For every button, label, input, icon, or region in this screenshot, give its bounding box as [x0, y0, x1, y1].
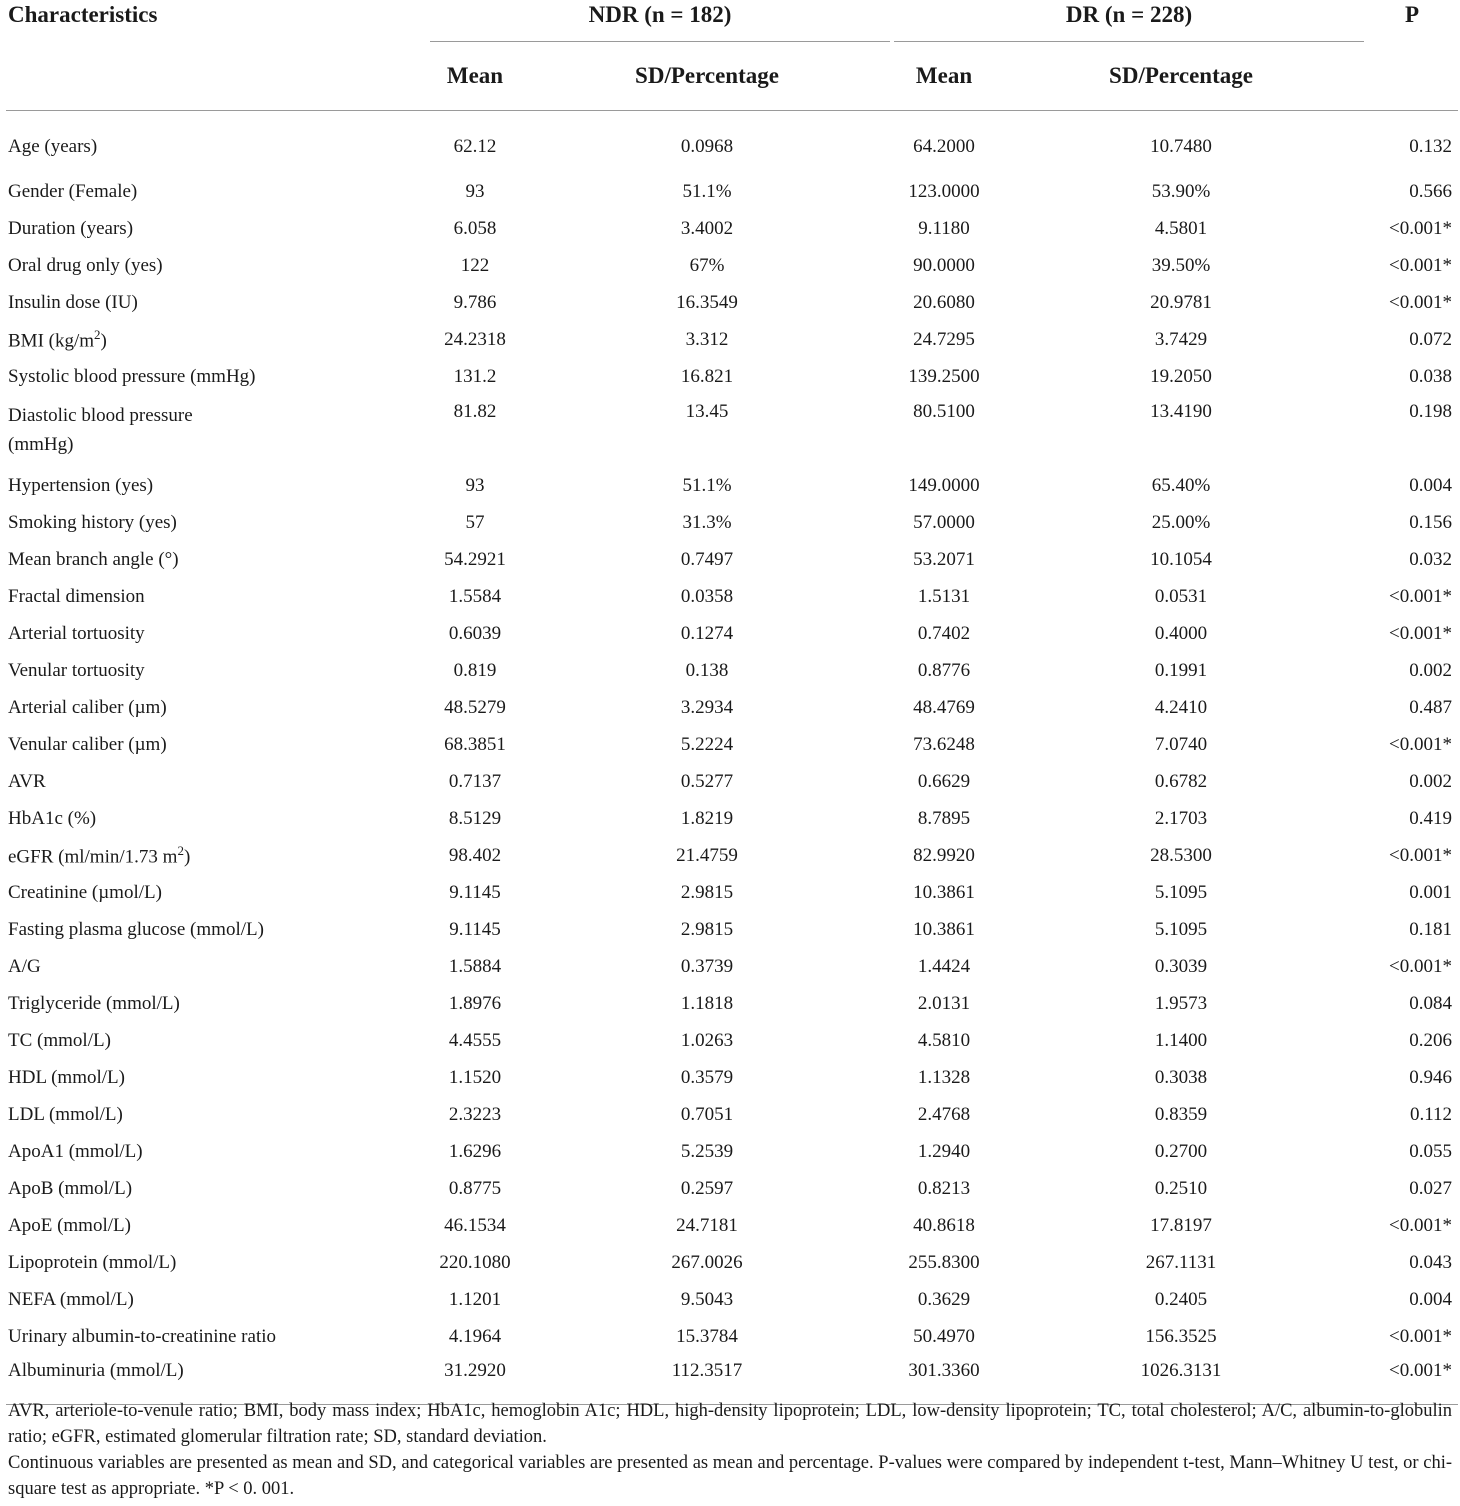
- ndr-mean-cell: 0.8775: [448, 1177, 502, 1199]
- dr-sd-cell: 0.3039: [1154, 955, 1208, 977]
- dr-mean-cell: 1.2940: [917, 1140, 971, 1162]
- row-label-text: AVR: [8, 770, 46, 792]
- ndr-sd-cell: 0.138: [685, 659, 729, 681]
- row-label-text: Mean branch angle (°): [8, 548, 179, 570]
- p-value-cell: <0.001*: [1389, 622, 1453, 644]
- dr-mean-cell: 139.2500: [908, 365, 980, 387]
- dr-mean-cell: 301.3360: [892, 1355, 996, 1405]
- row-label-text: HbA1c (%): [8, 807, 97, 829]
- row-label: [6, 1059, 428, 1096]
- ndr-sd-cell: 0.7497: [680, 548, 734, 570]
- row-label: [6, 467, 428, 504]
- ndr-sd-cell: 3.4002: [680, 217, 734, 239]
- p-value-cell: <0.001*: [1389, 585, 1453, 607]
- dr-mean-cell: 57.0000: [913, 511, 975, 533]
- p-value-cell: 0.566: [1409, 180, 1453, 202]
- header-blank-p: [1366, 42, 1458, 111]
- p-value-cell: 0.946: [1409, 1066, 1453, 1088]
- dr-mean-cell: 2.0131: [917, 992, 971, 1014]
- row-label: [6, 1281, 428, 1318]
- dr-mean-cell: 0.6629: [917, 770, 971, 792]
- row-label-text: Arterial tortuosity: [8, 622, 145, 644]
- ndr-sd-cell: 1.0263: [680, 1029, 734, 1051]
- ndr-mean-cell: 4.1964: [448, 1325, 502, 1347]
- p-value-cell: 0.055: [1409, 1140, 1453, 1162]
- row-label: [6, 911, 428, 948]
- row-label: [6, 1244, 428, 1281]
- row-label-text: Oral drug only (yes): [8, 254, 163, 276]
- ndr-mean-cell: 9.786: [453, 291, 497, 313]
- p-value-cell: 0.004: [1409, 1288, 1453, 1310]
- row-label-text: A/G: [8, 955, 41, 977]
- ndr-sd-cell: 16.3549: [676, 291, 738, 313]
- dr-sd-cell: 13.4190: [1150, 401, 1212, 422]
- ndr-mean-cell: 122: [460, 254, 490, 276]
- table-row: [6, 911, 1458, 948]
- dr-sd-cell: 2.1703: [1154, 807, 1208, 829]
- dr-mean-cell: 1.4424: [917, 955, 971, 977]
- row-label: [6, 1170, 428, 1207]
- ndr-mean-cell: 0.7137: [448, 770, 502, 792]
- p-value-cell: 0.038: [1409, 365, 1453, 387]
- ndr-mean-cell: 46.1534: [444, 1214, 506, 1236]
- ndr-sd-cell: 51.1%: [682, 180, 732, 202]
- table-row: [6, 467, 1458, 504]
- dr-sd-cell: 25.00%: [1151, 511, 1211, 533]
- ndr-sd-cell: 0.0968: [680, 136, 734, 157]
- ndr-sd-cell: 0.5277: [680, 770, 734, 792]
- dr-sd-cell: 0.6782: [1154, 770, 1208, 792]
- table-row: [6, 874, 1458, 911]
- header-group-ndr-label: NDR (n = 182): [588, 2, 732, 27]
- row-label: [6, 1207, 428, 1244]
- table-row: [6, 321, 1458, 358]
- table-row: [6, 1281, 1458, 1318]
- row-label: [6, 689, 428, 726]
- row-label-text: Smoking history (yes): [8, 511, 177, 533]
- row-label: [6, 504, 428, 541]
- dr-mean-cell: 64.2000: [913, 136, 975, 157]
- dr-mean-cell: 255.8300: [908, 1251, 980, 1273]
- row-label: [6, 763, 428, 800]
- ndr-mean-cell: 6.058: [453, 217, 497, 239]
- ndr-mean-cell: 62.12: [453, 136, 497, 157]
- table-row: [6, 578, 1458, 615]
- p-value-cell: <0.001*: [1389, 1214, 1453, 1236]
- footnote-abbreviations: AVR, arteriole-to-venule ratio; BMI, body mass index; HbA1c, hemoglobin A1c; HDL, high-density lipoprotein; LDL, low-density lipoprotein; TC, total cholesterol; A/C, albumin-to-globulin ratio; eGFR, estimated glomerular filtration rate; SD, standard deviation.: [8, 1401, 1452, 1447]
- dr-sd-cell: 0.2510: [1154, 1177, 1208, 1199]
- dr-mean-cell: 24.7295: [913, 328, 975, 350]
- dr-sd-cell: 53.90%: [1151, 180, 1211, 202]
- row-label-text: ApoE (mmol/L): [8, 1214, 131, 1236]
- ndr-sd-cell: 5.2224: [680, 733, 734, 755]
- row-label: [6, 948, 428, 985]
- ndr-sd-cell: 0.3579: [680, 1066, 734, 1088]
- row-label-text: Gender (Female): [8, 180, 138, 202]
- footnote-methods: Continuous variables are presented as mean and SD, and categorical variables are presented as mean and percentage. P-values were compared by independent t-test, Mann–Whitney U test, or chi-square test as appropriate. *P < 0. 001.: [8, 1453, 1452, 1499]
- dr-mean-cell: 10.3861: [913, 881, 975, 903]
- ndr-mean-cell: 57: [465, 511, 485, 533]
- dr-mean-cell: 82.9920: [913, 844, 975, 866]
- dr-sd-cell: 0.1991: [1154, 659, 1208, 681]
- row-label: [6, 541, 428, 578]
- ndr-sd-cell: 3.312: [685, 328, 729, 350]
- table-row: [6, 210, 1458, 247]
- row-label: [6, 800, 428, 837]
- ndr-sd-cell: 267.0026: [671, 1251, 743, 1273]
- ndr-mean-cell: 81.82: [453, 401, 497, 422]
- ndr-sd-cell: 3.2934: [680, 696, 734, 718]
- ndr-mean-cell: 68.3851: [444, 733, 506, 755]
- header-characteristics: Characteristics: [8, 2, 158, 27]
- row-label-text: TC (mmol/L): [8, 1029, 111, 1051]
- p-value-cell: 0.002: [1409, 770, 1453, 792]
- table-row: [6, 800, 1458, 837]
- dr-sd-cell: 0.4000: [1154, 622, 1208, 644]
- ndr-mean-cell: 8.5129: [448, 807, 502, 829]
- row-label-text: Venular tortuosity: [8, 659, 145, 681]
- ndr-sd-cell: 5.2539: [680, 1140, 734, 1162]
- p-value-cell: <0.001*: [1366, 1355, 1458, 1405]
- dr-sd-cell: 1.1400: [1154, 1029, 1208, 1051]
- row-label-end: ): [100, 330, 107, 352]
- dr-sd-cell: 0.2405: [1154, 1288, 1208, 1310]
- p-value-cell: <0.001*: [1389, 254, 1453, 276]
- dr-sd-cell: 0.0531: [1154, 585, 1208, 607]
- ndr-sd-cell: 21.4759: [676, 844, 738, 866]
- ndr-sd-cell: 2.9815: [680, 881, 734, 903]
- p-value-cell: <0.001*: [1389, 217, 1453, 239]
- ndr-mean-cell: 2.3223: [448, 1103, 502, 1125]
- ndr-sd-cell: 24.7181: [676, 1214, 738, 1236]
- dr-sd-cell: 10.1054: [1150, 548, 1212, 570]
- ndr-sd-cell: 31.3%: [682, 511, 732, 533]
- dr-sd-cell: 0.2700: [1154, 1140, 1208, 1162]
- ndr-sd-cell: 0.1274: [680, 622, 734, 644]
- ndr-mean-cell: 131.2: [453, 365, 497, 387]
- dr-sd-cell: 5.1095: [1154, 881, 1208, 903]
- ndr-sd-cell: 0.7051: [680, 1103, 734, 1125]
- row-label: [6, 395, 428, 467]
- table-row: [6, 395, 1458, 467]
- table-row: [6, 652, 1458, 689]
- dr-sd-cell: 4.2410: [1154, 696, 1208, 718]
- row-label: [6, 874, 428, 911]
- dr-mean-cell: 0.7402: [917, 622, 971, 644]
- ndr-mean-cell: 93: [465, 474, 485, 496]
- table-row: [6, 504, 1458, 541]
- dr-mean-cell: 90.0000: [913, 254, 975, 276]
- row-label: [6, 985, 428, 1022]
- table-row: [6, 1170, 1458, 1207]
- dr-mean-cell: 2.4768: [917, 1103, 971, 1125]
- row-label-text: ApoB (mmol/L): [8, 1177, 133, 1199]
- dr-mean-cell: 48.4769: [913, 696, 975, 718]
- table-row: [6, 615, 1458, 652]
- ndr-mean-cell: 93: [465, 180, 485, 202]
- ndr-sd-cell: 15.3784: [676, 1325, 738, 1347]
- dr-sd-cell: 267.1131: [1145, 1251, 1217, 1273]
- dr-mean-cell: 50.4970: [913, 1325, 975, 1347]
- row-label: [6, 726, 428, 763]
- row-label-text: Age (years): [8, 136, 98, 157]
- dr-sd-cell: 0.8359: [1154, 1103, 1208, 1125]
- table-row: [6, 726, 1458, 763]
- ndr-sd-cell: 51.1%: [682, 474, 732, 496]
- p-value-cell: 0.002: [1409, 659, 1453, 681]
- dr-mean-cell: 8.7895: [917, 807, 971, 829]
- row-label-text: HDL (mmol/L): [8, 1066, 125, 1088]
- row-label: [6, 111, 428, 174]
- ndr-sd-cell: 0.2597: [680, 1177, 734, 1199]
- table-row: [6, 541, 1458, 578]
- row-label-text: Triglyceride (mmol/L): [8, 992, 180, 1014]
- table-row: [6, 1059, 1458, 1096]
- p-value-cell: 0.419: [1409, 807, 1453, 829]
- row-label: [6, 1022, 428, 1059]
- ndr-mean-cell: 0.819: [453, 659, 497, 681]
- p-value-cell: 0.004: [1409, 474, 1453, 496]
- ndr-sd-cell: 112.3517: [522, 1355, 892, 1405]
- row-label-superscript: 2: [177, 842, 184, 858]
- table-row: [6, 358, 1458, 395]
- table-row: [6, 1207, 1458, 1244]
- table-row: [6, 837, 1458, 874]
- dr-sd-cell: 19.2050: [1150, 365, 1212, 387]
- p-value-cell: 0.112: [1409, 1103, 1453, 1125]
- header-row-groups: [6, 0, 1458, 42]
- table-body: [6, 111, 1458, 1405]
- dr-mean-cell: 40.8618: [913, 1214, 975, 1236]
- dr-mean-cell: 1.1328: [917, 1066, 971, 1088]
- dr-mean-cell: 10.3861: [913, 918, 975, 940]
- ndr-mean-cell: 4.4555: [448, 1029, 502, 1051]
- table-row: [6, 173, 1458, 210]
- dr-mean-cell: 0.8213: [917, 1177, 971, 1199]
- table-row: [6, 247, 1458, 284]
- header-p: P: [1404, 2, 1420, 27]
- row-label: [6, 615, 428, 652]
- table-row: [6, 1022, 1458, 1059]
- header-row-subcolumns: [6, 42, 1458, 111]
- row-label-superscript: 2: [94, 326, 101, 342]
- p-value-cell: 0.001: [1409, 881, 1453, 903]
- ndr-mean-cell: 1.8976: [448, 992, 502, 1014]
- row-label-text: ApoA1 (mmol/L): [8, 1140, 143, 1162]
- dr-sd-cell: 28.5300: [1150, 844, 1212, 866]
- dr-mean-cell: 0.8776: [917, 659, 971, 681]
- table-row: [6, 948, 1458, 985]
- row-label-text: NEFA (mmol/L): [8, 1288, 134, 1310]
- header-dr-mean: Mean: [892, 42, 996, 111]
- ndr-mean-cell: 1.1520: [448, 1066, 502, 1088]
- p-value-cell: <0.001*: [1389, 955, 1453, 977]
- ndr-mean-cell: 1.5584: [448, 585, 502, 607]
- table-row: [6, 1133, 1458, 1170]
- p-value-cell: 0.072: [1409, 328, 1453, 350]
- table-row: [6, 1318, 1458, 1355]
- row-label: [6, 652, 428, 689]
- row-label: [6, 578, 428, 615]
- table-row: [6, 763, 1458, 800]
- ndr-mean-cell: 1.5884: [448, 955, 502, 977]
- row-label: [6, 1133, 428, 1170]
- row-label-text: eGFR (ml/min/1.73 m: [8, 846, 178, 868]
- ndr-mean-cell: 220.1080: [439, 1251, 511, 1273]
- row-label-text: Systolic blood pressure (mmHg): [8, 365, 256, 387]
- table-row: [6, 111, 1458, 174]
- p-value-cell: 0.027: [1409, 1177, 1453, 1199]
- row-label-text: Fasting plasma glucose (mmol/L): [8, 918, 264, 940]
- header-blank: [6, 42, 428, 111]
- row-label-text: Creatinine (µmol/L): [8, 881, 162, 903]
- dr-sd-cell: 3.7429: [1154, 328, 1208, 350]
- row-label: [6, 837, 428, 874]
- dr-sd-cell: 156.3525: [1145, 1325, 1217, 1347]
- dr-sd-cell: 0.3038: [1154, 1066, 1208, 1088]
- row-label-text: Venular caliber (µm): [8, 733, 167, 755]
- ndr-sd-cell: 0.3739: [680, 955, 734, 977]
- dr-mean-cell: 1.5131: [917, 585, 971, 607]
- p-value-cell: <0.001*: [1389, 291, 1453, 313]
- header-group-dr-rule: [894, 41, 1364, 42]
- dr-sd-cell: 39.50%: [1151, 254, 1211, 276]
- dr-sd-cell: 10.7480: [1150, 136, 1212, 157]
- row-label-text: Arterial caliber (µm): [8, 696, 167, 718]
- ndr-sd-cell: 9.5043: [680, 1288, 734, 1310]
- ndr-sd-cell: 13.45: [685, 401, 729, 422]
- row-label-text: Duration (years): [8, 217, 134, 239]
- dr-mean-cell: 0.3629: [917, 1288, 971, 1310]
- dr-sd-cell: 65.40%: [1151, 474, 1211, 496]
- ndr-mean-cell: 54.2921: [444, 548, 506, 570]
- row-label-end: ): [183, 846, 191, 868]
- ndr-mean-cell: 9.1145: [449, 881, 501, 903]
- row-label: [6, 1318, 428, 1355]
- dr-mean-cell: 123.0000: [908, 180, 980, 202]
- row-label-text: Albuminuria (mmol/L): [8, 1360, 184, 1381]
- p-value-cell: <0.001*: [1389, 844, 1453, 866]
- dr-mean-cell: 73.6248: [913, 733, 975, 755]
- dr-mean-cell: 80.5100: [913, 401, 975, 422]
- characteristics-table: [6, 0, 1458, 1405]
- ndr-mean-cell: 0.6039: [448, 622, 502, 644]
- ndr-sd-cell: 2.9815: [680, 918, 734, 940]
- ndr-sd-cell: 1.1818: [680, 992, 734, 1014]
- p-value-cell: 0.043: [1409, 1251, 1453, 1273]
- dr-sd-cell: 1026.3131: [996, 1355, 1366, 1405]
- ndr-mean-cell: 24.2318: [444, 328, 506, 350]
- ndr-sd-cell: 0.0358: [680, 585, 734, 607]
- row-label: [6, 284, 428, 321]
- row-label: [6, 173, 428, 210]
- header-group-dr: [892, 0, 1366, 42]
- row-label: [6, 358, 428, 395]
- ndr-mean-cell: 1.1201: [448, 1288, 502, 1310]
- row-label-text: Fractal dimension: [8, 585, 145, 607]
- dr-sd-cell: 20.9781: [1150, 291, 1212, 313]
- dr-sd-cell: 7.0740: [1154, 733, 1208, 755]
- dr-mean-cell: 53.2071: [913, 548, 975, 570]
- dr-mean-cell: 4.5810: [917, 1029, 971, 1051]
- table-row: [6, 284, 1458, 321]
- row-label-text: Hypertension (yes): [8, 474, 154, 496]
- table-row: [6, 1244, 1458, 1281]
- p-value-cell: 0.181: [1409, 918, 1453, 940]
- dr-sd-cell: 17.8197: [1150, 1214, 1212, 1236]
- ndr-mean-cell: 48.5279: [444, 696, 506, 718]
- table-footnote: [8, 1398, 1452, 1502]
- header-group-ndr: [428, 0, 892, 42]
- header-dr-sd: SD/Percentage: [996, 42, 1366, 111]
- p-value-cell: <0.001*: [1389, 733, 1453, 755]
- p-value-cell: 0.487: [1409, 696, 1453, 718]
- row-label-text: BMI (kg/m: [8, 330, 95, 352]
- dr-sd-cell: 1.9573: [1154, 992, 1208, 1014]
- row-label-text: Insulin dose (IU): [8, 291, 138, 313]
- dr-sd-cell: 4.5801: [1154, 217, 1208, 239]
- row-label-text: Diastolic blood pressure (mmHg): [8, 405, 193, 455]
- row-label-text: LDL (mmol/L): [8, 1103, 123, 1125]
- header-ndr-sd: SD/Percentage: [522, 42, 892, 111]
- row-label: [6, 321, 428, 358]
- ndr-sd-cell: 1.8219: [680, 807, 734, 829]
- table-row: [6, 985, 1458, 1022]
- p-value-cell: 0.206: [1409, 1029, 1453, 1051]
- header-group-dr-label: DR (n = 228): [1065, 2, 1193, 27]
- ndr-mean-cell: 98.402: [448, 844, 502, 866]
- p-value-cell: 0.132: [1409, 136, 1453, 157]
- ndr-sd-cell: 16.821: [680, 365, 734, 387]
- header-ndr-mean: Mean: [428, 42, 522, 111]
- table-row: [6, 689, 1458, 726]
- row-label: [6, 210, 428, 247]
- row-label: [6, 247, 428, 284]
- dr-mean-cell: 149.0000: [908, 474, 980, 496]
- ndr-sd-cell: 67%: [689, 254, 725, 276]
- ndr-mean-cell: 9.1145: [449, 918, 501, 940]
- table-row: [6, 1096, 1458, 1133]
- p-value-cell: 0.084: [1409, 992, 1453, 1014]
- ndr-mean-cell: 1.6296: [448, 1140, 502, 1162]
- p-value-cell: 0.156: [1409, 511, 1453, 533]
- row-label-text: Urinary albumin-to-creatinine ratio: [8, 1325, 277, 1347]
- dr-sd-cell: 5.1095: [1154, 918, 1208, 940]
- row-label: [6, 1096, 428, 1133]
- p-value-cell: <0.001*: [1389, 1325, 1453, 1347]
- dr-mean-cell: 9.1180: [918, 217, 970, 239]
- p-value-cell: 0.032: [1409, 548, 1453, 570]
- dr-mean-cell: 20.6080: [913, 291, 975, 313]
- row-label-text: Lipoprotein (mmol/L): [8, 1251, 177, 1273]
- p-value-cell: 0.198: [1409, 401, 1453, 422]
- header-group-ndr-rule: [430, 41, 890, 42]
- ndr-mean-cell: 31.2920: [428, 1355, 522, 1405]
